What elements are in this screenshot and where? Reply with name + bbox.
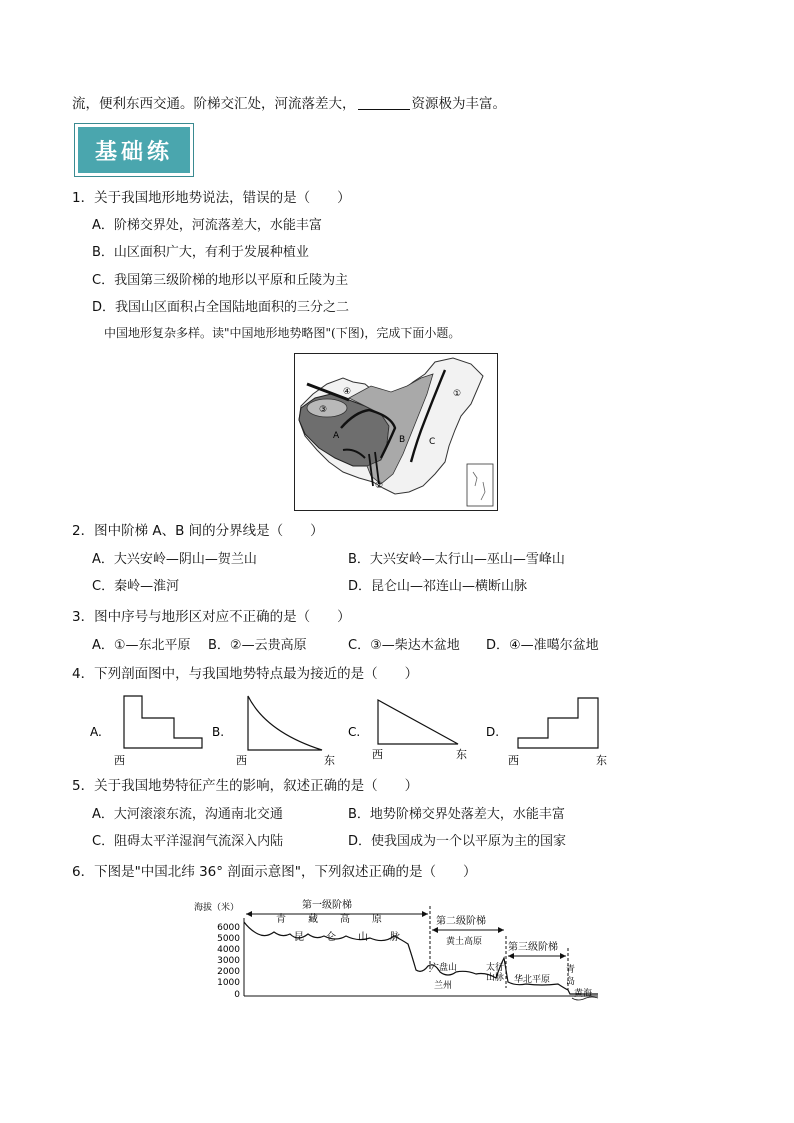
inset-box xyxy=(467,464,493,506)
ytick-4000: 4000 xyxy=(217,945,240,955)
q3-option-b[interactable]: B．②—云贵高原 xyxy=(208,638,307,653)
q4-a-west: 西 xyxy=(114,754,125,767)
q1-option-d[interactable]: D．我国山区面积占全国陆地面积的三分之二 xyxy=(92,300,350,315)
kl-char-1: 昆 xyxy=(294,932,304,943)
q2-stem: 2．图中阶梯 A、B 间的分界线是（ ） xyxy=(72,523,324,539)
q4-profiles-svg xyxy=(88,692,608,770)
ytick-1000: 1000 xyxy=(217,978,240,988)
q4-c-west: 西 xyxy=(372,748,383,761)
qd-label-1: 青 xyxy=(566,965,576,975)
q4-d-west: 西 xyxy=(508,754,519,767)
map-label-c: C xyxy=(429,437,436,447)
ytick-6000: 6000 xyxy=(217,923,240,933)
map-label-3: ③ xyxy=(319,405,328,415)
q1-option-b[interactable]: B．山区面积广大，有利于发展种植业 xyxy=(92,245,309,260)
q4-letter-c[interactable]: C. xyxy=(348,725,361,739)
profile-c xyxy=(378,700,458,744)
profile-d xyxy=(518,698,598,748)
q3-option-d[interactable]: D．④—准噶尔盆地 xyxy=(486,638,599,653)
q2-option-b[interactable]: B．大兴安岭—太行山—巫山—雪峰山 xyxy=(348,552,565,567)
answer-blank[interactable] xyxy=(358,95,410,110)
china-terrain-map xyxy=(294,353,498,511)
kl-char-2: 仑 xyxy=(326,932,336,943)
q4-letter-d[interactable]: D. xyxy=(486,725,500,739)
top-line-after: 资源极为丰富。 xyxy=(411,96,506,112)
profile-ylabel: 海拔（米） xyxy=(194,903,240,913)
map-label-b: B xyxy=(399,435,406,445)
lz-label: 兰州 xyxy=(434,981,453,991)
qz-char-3: 高 xyxy=(340,914,350,925)
banner-label: 基础练 xyxy=(78,127,190,173)
q4-stem: 4．下列剖面图中，与我国地势特点最为接近的是（ ） xyxy=(72,666,419,682)
thm-label-2: 山脉 xyxy=(486,973,505,983)
map-label-4: ④ xyxy=(343,387,352,397)
thm-label-1: 太行 xyxy=(486,963,505,973)
qz-char-1: 青 xyxy=(276,914,286,925)
step3-label: 第三级阶梯 xyxy=(508,942,558,953)
q4-d-east: 东 xyxy=(596,754,607,767)
qz-char-4: 原 xyxy=(372,914,382,925)
profile-diagram xyxy=(190,892,610,1012)
material-intro: 中国地形复杂多样。读"中国地形地势略图"(下图)，完成下面小题。 xyxy=(104,326,461,340)
ytick-5000: 5000 xyxy=(217,934,240,944)
q4-c-east: 东 xyxy=(456,748,467,761)
q5-option-d[interactable]: D．使我国成为一个以平原为主的国家 xyxy=(348,834,567,849)
ytick-3000: 3000 xyxy=(217,956,240,966)
q1-option-c[interactable]: C．我国第三级阶梯的地形以平原和丘陵为主 xyxy=(92,273,349,288)
q4-profiles xyxy=(88,692,608,770)
qz-char-2: 藏 xyxy=(308,914,318,925)
hb-label: 华北平原 xyxy=(514,975,551,985)
q4-b-east: 东 xyxy=(324,754,335,767)
q1-stem: 1．关于我国地形地势说法，错误的是（ ） xyxy=(72,190,351,206)
ytick-0: 0 xyxy=(234,990,240,1000)
ytick-2000: 2000 xyxy=(217,967,240,977)
q2-option-c[interactable]: C．秦岭—淮河 xyxy=(92,579,180,594)
china-terrain-map-svg xyxy=(295,354,497,510)
map-label-2: ② xyxy=(375,481,384,491)
profile-a xyxy=(124,696,202,748)
loess-label: 黄土高原 xyxy=(446,937,483,947)
kl-char-3: 山 xyxy=(358,932,368,943)
q5-option-a[interactable]: A．大河滚滚东流，沟通南北交通 xyxy=(92,807,283,822)
q3-stem: 3．图中序号与地形区对应不正确的是（ ） xyxy=(72,609,351,625)
qd-label-2: 岛 xyxy=(566,977,576,987)
q5-stem: 5．关于我国地势特征产生的影响，叙述正确的是（ ） xyxy=(72,778,419,794)
q2-option-d[interactable]: D．昆仑山—祁连山—横断山脉 xyxy=(348,579,528,594)
top-line-before: 流，便利东西交通。阶梯交汇处，河流落差大， xyxy=(72,96,356,112)
q1-option-a[interactable]: A．阶梯交界处，河流落差大，水能丰富 xyxy=(92,218,322,233)
section-banner xyxy=(74,123,194,177)
q6-stem: 6．下图是"中国北纬 36° 剖面示意图"，下列叙述正确的是（ ） xyxy=(72,864,477,880)
q4-letter-b[interactable]: B. xyxy=(212,725,225,739)
profile-diagram-svg xyxy=(190,892,610,1012)
step2-label: 第二级阶梯 xyxy=(436,916,486,927)
sea-label: 黄海 xyxy=(574,989,593,999)
kl-char-4: 脉 xyxy=(390,932,400,943)
q5-option-c[interactable]: C．阻碍太平洋湿润气流深入内陆 xyxy=(92,834,284,849)
q5-option-b[interactable]: B．地势阶梯交界处落差大，水能丰富 xyxy=(348,807,565,822)
q2-option-a[interactable]: A．大兴安岭—阴山—贺兰山 xyxy=(92,552,257,567)
lps-label: 六盘山 xyxy=(430,963,458,973)
q4-letter-a[interactable]: A. xyxy=(90,725,102,739)
profile-b xyxy=(248,696,322,750)
map-label-1: ① xyxy=(453,389,462,399)
top-line xyxy=(72,95,506,113)
q4-b-west: 西 xyxy=(236,754,247,767)
q3-option-c[interactable]: C．③—柴达木盆地 xyxy=(348,638,460,653)
map-label-a: A xyxy=(333,431,340,441)
step1-label: 第一级阶梯 xyxy=(302,900,352,911)
q3-option-a[interactable]: A．①—东北平原 xyxy=(92,638,191,653)
